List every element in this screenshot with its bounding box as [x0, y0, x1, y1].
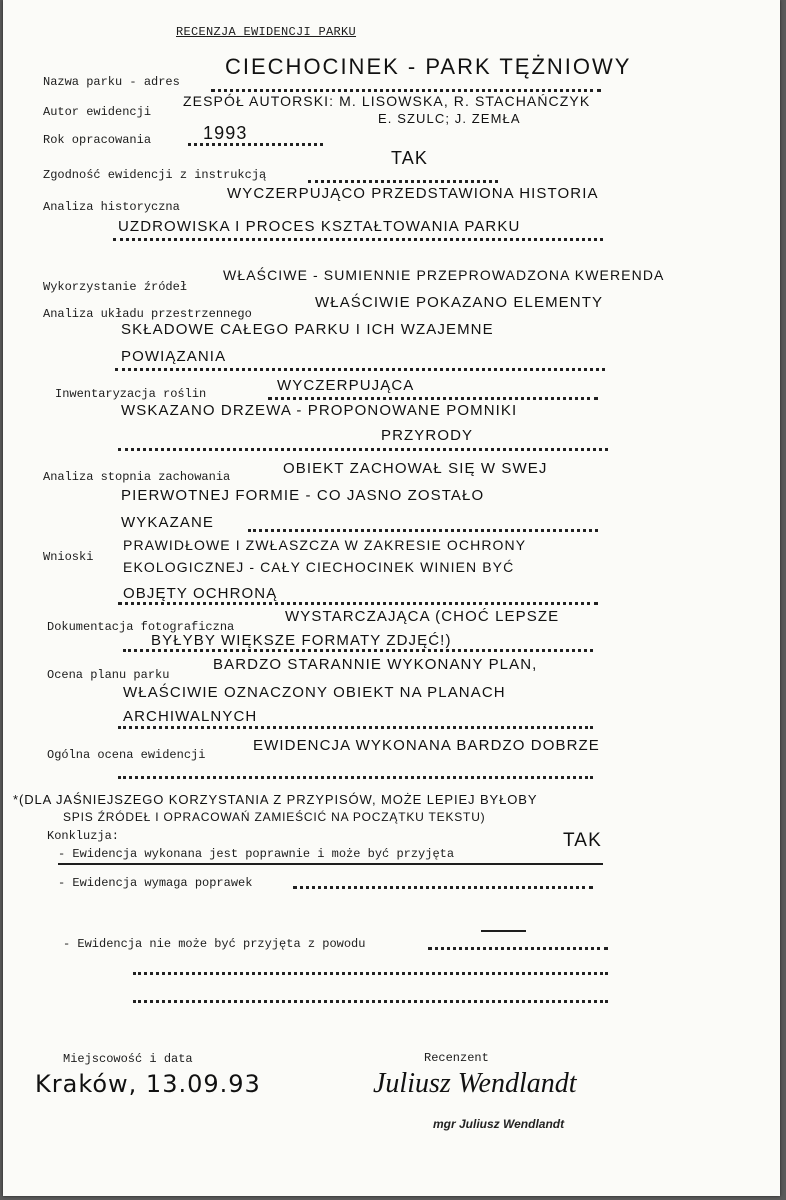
overall-value: EWIDENCJA WYKONANA BARDZO DOBRZE: [253, 737, 600, 754]
footnote-line2: SPIS ŹRÓDEŁ I OPRACOWAŃ ZAMIEŚCIĆ NA POCZĄTKU TEKSTU): [63, 810, 486, 824]
place-date-value: Kraków, 13.09.93: [35, 1070, 261, 1098]
compliance-dotted-line: [308, 178, 498, 183]
conclusions-dotted-line: [118, 600, 598, 605]
spatial-value-line3: POWIĄZANIA: [121, 348, 227, 365]
conclusion-reject-dotted-line-2: [133, 970, 608, 975]
historical-label: Analiza historyczna: [43, 200, 180, 214]
year-label: Rok opracowania: [43, 133, 152, 147]
conclusion-revise-option: - Ewidencja wymaga poprawek: [58, 876, 253, 890]
park-name-label: Nazwa parku - adres: [43, 75, 180, 89]
spatial-value-line2: SKŁADOWE CAŁEGO PARKU I ICH WZAJEMNE: [121, 321, 494, 338]
conclusion-reject-dotted-line-3: [133, 998, 608, 1003]
preservation-dotted-line: [248, 527, 598, 532]
park-name-dotted-line: [211, 87, 601, 92]
spatial-label: Analiza układu przestrzennego: [43, 307, 252, 321]
plan-value-line1: BARDZO STARANNIE WYKONANY PLAN,: [213, 656, 538, 673]
reviewer-signature: Juliusz Wendlandt: [373, 1068, 577, 1099]
plan-dotted-line: [118, 724, 593, 729]
spatial-dotted-line: [115, 366, 605, 371]
spatial-value-line1: WŁAŚCIWIE POKAZANO ELEMENTY: [315, 294, 604, 311]
sources-label: Wykorzystanie źródeł: [43, 280, 188, 294]
park-name-value: CIECHOCINEK - PARK TĘŻNIOWY: [225, 54, 632, 79]
footnote-line1: *(DLA JAŚNIEJSZEGO KORZYSTANIA Z PRZYPISÓW, MOŻE LEPIEJ BYŁOBY: [13, 792, 538, 807]
document-title: RECENZJA EWIDENCJI PARKU: [176, 25, 357, 39]
inventory-value-line2: WSKAZANO DRZEWA - PROPONOWANE POMNIKI: [121, 402, 518, 419]
plan-value-line3: ARCHIWALNYCH: [123, 708, 258, 725]
year-value: 1993: [203, 123, 248, 143]
historical-value-line1: WYCZERPUJĄCO PRZEDSTAWIONA HISTORIA: [227, 185, 599, 202]
inventory-dotted-line-2: [118, 446, 608, 451]
inventory-dotted-line-1: [268, 395, 598, 400]
photo-doc-label: Dokumentacja fotograficzna: [47, 620, 235, 634]
reviewer-label: Recenzent: [424, 1051, 489, 1065]
conclusion-reject-dash-mark: [481, 930, 526, 932]
review-form-page: [3, 0, 780, 1196]
photo-doc-value-line2: BYŁYBY WIĘKSZE FORMATY ZDJĘĆ!): [151, 632, 452, 649]
conclusion-reject-dotted-line-1: [428, 945, 608, 950]
inventory-value-line1: WYCZERPUJĄCA: [277, 377, 415, 394]
plan-value-line2: WŁAŚCIWIE OZNACZONY OBIEKT NA PLANACH: [123, 684, 506, 701]
preservation-value-line1: OBIEKT ZACHOWAŁ SIĘ W SWEJ: [283, 460, 548, 477]
year-dotted-line: [188, 141, 323, 146]
author-value-line1: ZESPÓŁ AUTORSKI: M. LISOWSKA, R. STACHAŃCZYK: [183, 93, 591, 109]
plan-label: Ocena planu parku: [47, 668, 170, 682]
overall-label: Ogólna ocena ewidencji: [47, 748, 206, 762]
conclusion-accept-option: - Ewidencja wykonana jest poprawnie i może być przyjęta: [58, 847, 455, 861]
photo-doc-dotted-line: [123, 647, 593, 652]
sources-value: WŁAŚCIWE - SUMIENNIE PRZEPROWADZONA KWERENDA: [223, 267, 665, 283]
conclusion-label: Konkluzja:: [47, 829, 120, 843]
compliance-label: Zgodność ewidencji z instrukcją: [43, 168, 267, 182]
historical-value-line2: UZDROWISKA I PROCES KSZTAŁTOWANIA PARKU: [118, 218, 521, 235]
historical-dotted-line: [113, 236, 603, 241]
conclusions-value-line2: EKOLOGICZNEJ - CAŁY CIECHOCINEK WINIEN BYĆ: [123, 559, 515, 575]
conclusion-revise-dotted-line: [293, 884, 593, 889]
conclusion-reject-option: - Ewidencja nie może być przyjęta z powodu: [63, 937, 366, 951]
compliance-value: TAK: [391, 148, 428, 168]
inventory-value-line3: PRZYRODY: [381, 427, 474, 444]
place-date-label: Miejscowość i data: [63, 1052, 193, 1066]
preservation-value-line2: PIERWOTNEJ FORMIE - CO JASNO ZOSTAŁO: [121, 487, 485, 504]
conclusion-accept-mark: TAK: [563, 830, 602, 851]
conclusions-value-line1: PRAWIDŁOWE I ZWŁASZCZA W ZAKRESIE OCHRONY: [123, 537, 527, 553]
conclusion-accept-underline: [58, 863, 603, 865]
reviewer-printed-name: mgr Juliusz Wendlandt: [433, 1117, 565, 1131]
author-value-line2: E. SZULC; J. ZEMŁA: [378, 111, 521, 126]
photo-doc-value-line1: WYSTARCZAJĄCA (CHOĆ LEPSZE: [285, 608, 560, 625]
conclusions-value-line3: OBJĘTY OCHRONĄ: [123, 585, 278, 602]
overall-dotted-line: [118, 774, 593, 779]
preservation-value-line3: WYKAZANE: [121, 514, 214, 531]
author-label: Autor ewidencji: [43, 105, 152, 119]
preservation-label: Analiza stopnia zachowania: [43, 470, 231, 484]
inventory-label: Inwentaryzacja roślin: [55, 387, 207, 401]
conclusions-label: Wnioski: [43, 550, 94, 564]
